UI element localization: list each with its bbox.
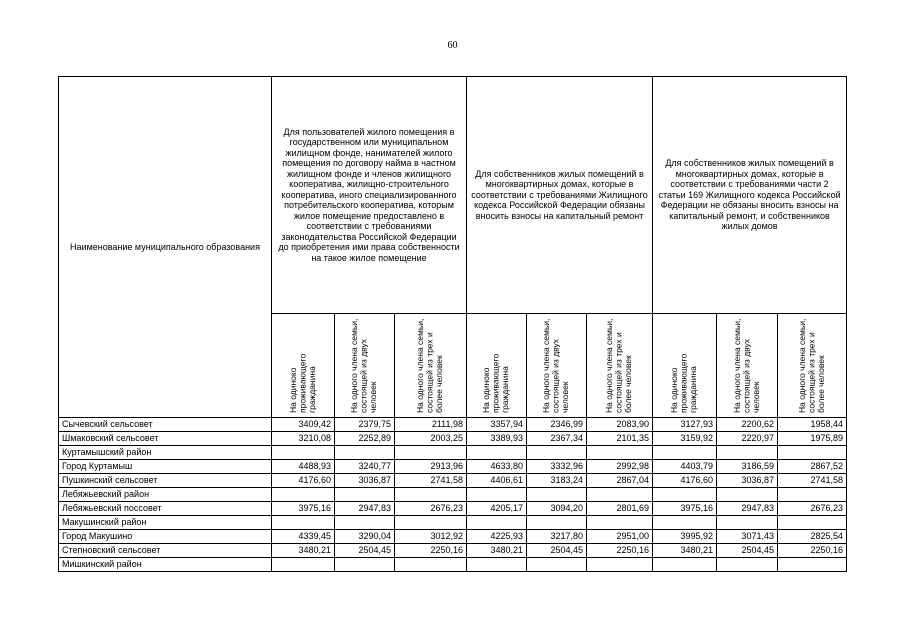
subcol-header: На одного члена семьи, состоящей из трех и более человек	[587, 314, 653, 418]
value-cell	[717, 516, 778, 530]
value-cell: 2867,04	[587, 474, 653, 488]
value-cell	[395, 516, 467, 530]
value-cell	[587, 558, 653, 572]
value-cell	[587, 516, 653, 530]
value-cell	[272, 446, 335, 460]
subcol-header: На одного члена семьи, состоящей из трех и более человек	[395, 314, 467, 418]
value-cell: 2379,75	[335, 418, 395, 432]
value-cell: 2250,16	[587, 544, 653, 558]
value-cell: 3290,04	[335, 530, 395, 544]
value-cell: 1958,44	[778, 418, 847, 432]
municipality-name: Шмаковский сельсовет	[59, 432, 272, 446]
value-cell: 2801,69	[587, 502, 653, 516]
value-cell	[717, 446, 778, 460]
value-cell	[335, 446, 395, 460]
value-cell: 2200,62	[717, 418, 778, 432]
value-cell: 2504,45	[717, 544, 778, 558]
value-cell: 1975,89	[778, 432, 847, 446]
value-cell: 2825,54	[778, 530, 847, 544]
subcol-header: На одиноко проживающего гражданина	[272, 314, 335, 418]
value-cell: 2951,00	[587, 530, 653, 544]
value-cell	[467, 488, 527, 502]
value-cell	[527, 488, 587, 502]
value-cell	[778, 446, 847, 460]
value-cell	[527, 446, 587, 460]
value-cell: 3127,93	[653, 418, 717, 432]
value-cell	[395, 558, 467, 572]
value-cell: 2867,52	[778, 460, 847, 474]
value-cell	[272, 516, 335, 530]
value-cell: 3186,59	[717, 460, 778, 474]
value-cell: 4205,17	[467, 502, 527, 516]
table-body	[59, 418, 847, 572]
table-row	[59, 474, 847, 488]
table-row	[59, 502, 847, 516]
municipality-name: Лебяжьевский поссовет	[59, 502, 272, 516]
value-cell: 2111,98	[395, 418, 467, 432]
group-header-owners-exempt: Для собственников жилых помещений в многоквартирных домах, которые в соответствии с требованиями части 2 статьи 169 Жилищного кодекса Российской Федерации не обязаны вносить взносы на капитальный ремонт, и собственников жилых домов	[653, 77, 847, 314]
value-cell: 2101,35	[587, 432, 653, 446]
subcol-header: На одного члена семьи, состоящей из двух человек	[527, 314, 587, 418]
region-name: Лебяжьевский район	[59, 488, 272, 502]
value-cell	[335, 558, 395, 572]
value-cell: 4403,79	[653, 460, 717, 474]
subcol-header: На одного члена семьи, состоящей из трех и более человек	[778, 314, 847, 418]
value-cell: 2913,96	[395, 460, 467, 474]
region-row	[59, 516, 847, 530]
group-header-owners-obliged: Для собственников жилых помещений в многоквартирных домах, которые в соответствии с требованиями Жилищного кодекса Российской Федерации обязаны вносить взносы на капитальный ремонт	[467, 77, 653, 314]
value-cell: 2250,16	[395, 544, 467, 558]
value-cell	[395, 488, 467, 502]
value-cell: 2741,58	[778, 474, 847, 488]
value-cell	[335, 488, 395, 502]
value-cell: 2947,83	[717, 502, 778, 516]
value-cell	[653, 488, 717, 502]
value-cell	[467, 516, 527, 530]
region-name: Куртамышский район	[59, 446, 272, 460]
municipality-name: Пушкинский сельсовет	[59, 474, 272, 488]
value-cell	[467, 558, 527, 572]
value-cell: 3094,20	[527, 502, 587, 516]
value-cell: 2346,99	[527, 418, 587, 432]
value-cell: 2220,97	[717, 432, 778, 446]
table-row	[59, 530, 847, 544]
value-cell	[272, 488, 335, 502]
municipality-name: Степновский сельсовет	[59, 544, 272, 558]
value-cell: 4176,60	[653, 474, 717, 488]
value-cell: 3357,94	[467, 418, 527, 432]
value-cell: 3409,42	[272, 418, 335, 432]
value-cell	[467, 446, 527, 460]
value-cell: 3975,16	[272, 502, 335, 516]
value-cell	[272, 558, 335, 572]
value-cell: 3183,24	[527, 474, 587, 488]
value-cell: 3480,21	[653, 544, 717, 558]
value-cell: 2676,23	[778, 502, 847, 516]
value-cell	[653, 516, 717, 530]
value-cell: 2504,45	[527, 544, 587, 558]
region-name: Макушинский район	[59, 516, 272, 530]
value-cell: 3995,92	[653, 530, 717, 544]
value-cell: 2741,58	[395, 474, 467, 488]
value-cell: 4488,93	[272, 460, 335, 474]
table-row	[59, 544, 847, 558]
value-cell: 3159,92	[653, 432, 717, 446]
value-cell	[587, 446, 653, 460]
region-row	[59, 446, 847, 460]
municipality-header: Наименование муниципального образования	[59, 77, 272, 418]
value-cell	[653, 558, 717, 572]
value-cell	[717, 558, 778, 572]
group-header-tenants: Для пользователей жилого помещения в государственном или муниципальном жилищном фонде, нанимателей жилого помещения по договору найма в частном жилищном фонде и членов жилищного кооператива, жилищно-строительного кооператива, иного специализированного потребительского кооператива, которым жилое помещение предоставлено в соответствии с требованиями законодательства Российской Федерации до приобретения ими права собственности на такое жилое помещение	[272, 77, 467, 314]
subcol-header: На одного члена семьи, состоящей из двух человек	[335, 314, 395, 418]
value-cell: 3210,08	[272, 432, 335, 446]
value-cell	[335, 516, 395, 530]
region-row	[59, 558, 847, 572]
tariff-table	[58, 76, 847, 572]
value-cell: 3240,77	[335, 460, 395, 474]
value-cell: 3480,21	[272, 544, 335, 558]
value-cell: 2003,25	[395, 432, 467, 446]
value-cell: 3217,80	[527, 530, 587, 544]
value-cell: 2676,23	[395, 502, 467, 516]
table-row	[59, 432, 847, 446]
value-cell: 2250,16	[778, 544, 847, 558]
value-cell: 4406,61	[467, 474, 527, 488]
value-cell	[778, 516, 847, 530]
value-cell: 3975,16	[653, 502, 717, 516]
table-row	[59, 418, 847, 432]
value-cell: 3071,43	[717, 530, 778, 544]
value-cell: 3036,87	[335, 474, 395, 488]
value-cell: 3389,93	[467, 432, 527, 446]
municipality-name: Сычевский сельсовет	[59, 418, 272, 432]
value-cell: 4339,45	[272, 530, 335, 544]
value-cell	[527, 516, 587, 530]
municipality-name: Город Куртамыш	[59, 460, 272, 474]
value-cell	[778, 488, 847, 502]
value-cell: 3036,87	[717, 474, 778, 488]
value-cell	[527, 558, 587, 572]
subcol-header: На одиноко проживающего гражданина	[467, 314, 527, 418]
region-name: Мишкинский район	[59, 558, 272, 572]
value-cell	[653, 446, 717, 460]
value-cell	[395, 446, 467, 460]
municipality-name: Город Макушино	[59, 530, 272, 544]
value-cell	[717, 488, 778, 502]
value-cell: 3012,92	[395, 530, 467, 544]
value-cell: 2947,83	[335, 502, 395, 516]
value-cell	[587, 488, 653, 502]
value-cell: 4633,80	[467, 460, 527, 474]
value-cell: 2504,45	[335, 544, 395, 558]
value-cell: 2992,98	[587, 460, 653, 474]
value-cell: 4225,93	[467, 530, 527, 544]
value-cell: 4176,60	[272, 474, 335, 488]
value-cell: 3332,96	[527, 460, 587, 474]
subcol-header: На одного члена семьи, состоящей из двух человек	[717, 314, 778, 418]
region-row	[59, 488, 847, 502]
value-cell: 2367,34	[527, 432, 587, 446]
table-row	[59, 460, 847, 474]
value-cell: 2083,90	[587, 418, 653, 432]
value-cell: 2252,89	[335, 432, 395, 446]
subcol-header: На одиноко проживающего гражданина	[653, 314, 717, 418]
page-number: 60	[447, 40, 458, 51]
value-cell: 3480,21	[467, 544, 527, 558]
value-cell	[778, 558, 847, 572]
